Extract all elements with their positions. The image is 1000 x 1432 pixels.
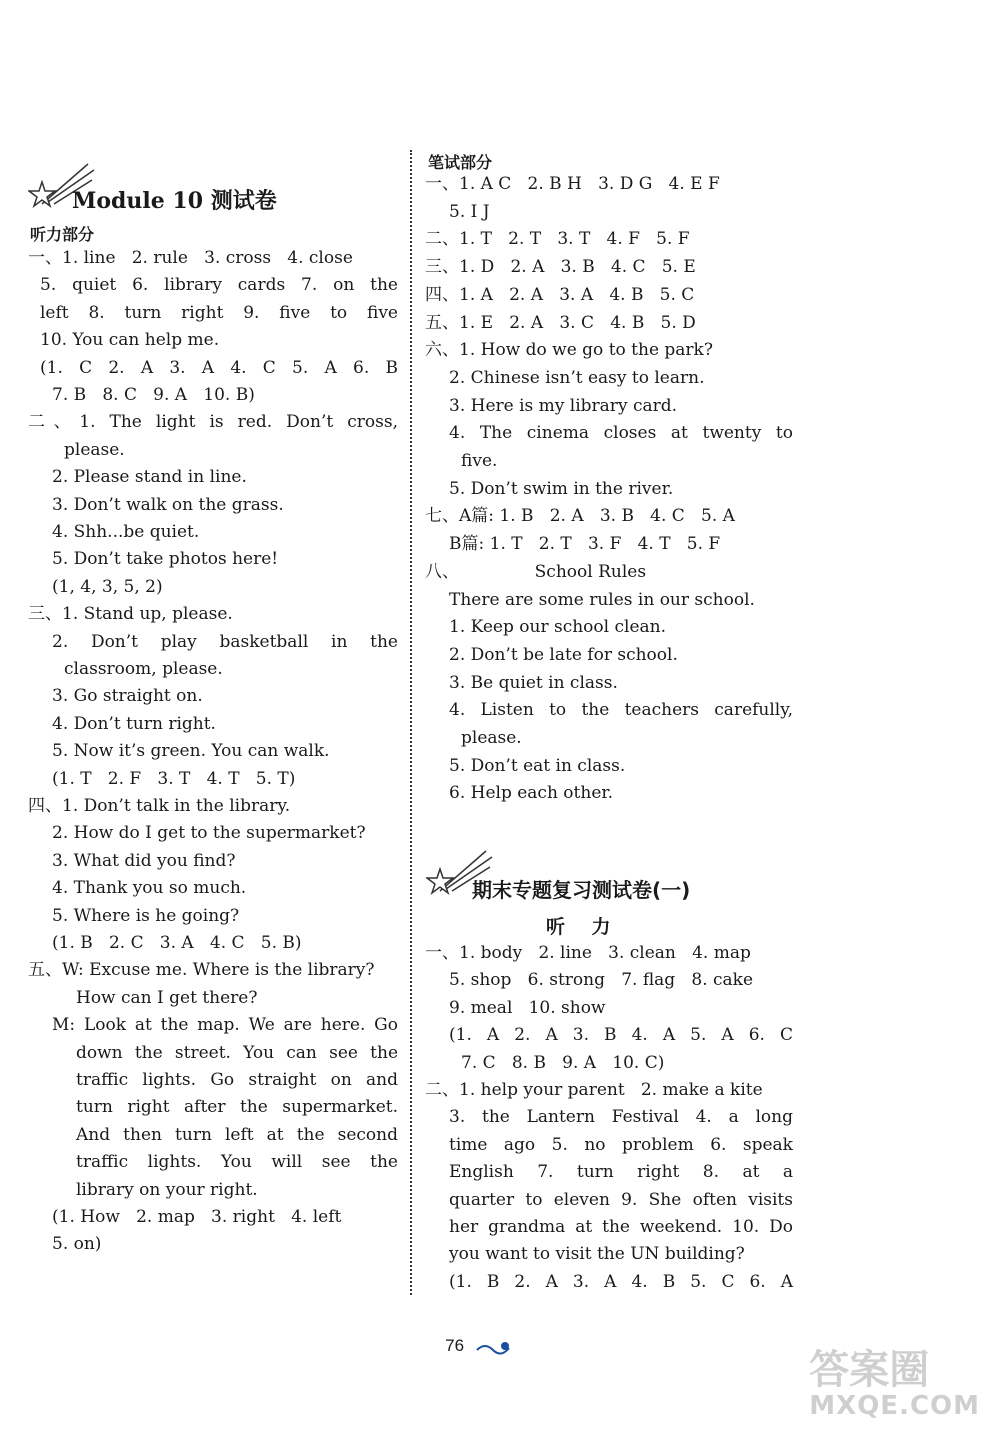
- answer-line: five.: [461, 451, 498, 471]
- answer-line: 六、1. How do we go to the park?: [425, 340, 713, 361]
- answer-line: 2. Chinese isn’t easy to learn.: [449, 367, 705, 388]
- review-title: 期末专题复习测试卷(一): [472, 878, 691, 902]
- answer-line: English 7. turn right 8. at a: [449, 1162, 793, 1183]
- answer-line: traffic lights. Go straight on and: [76, 1070, 398, 1090]
- answer-line: 5. Where is he going?: [52, 905, 240, 926]
- module-title: [72, 184, 277, 215]
- answer-line: traffic lights. You will see the: [76, 1152, 398, 1173]
- answer-line: please.: [461, 728, 522, 748]
- answer-line: And then turn left at the second: [76, 1124, 398, 1145]
- answer-line: 三、1. Stand up, please.: [28, 604, 233, 625]
- answer-line: 5. Now it’s green. You can walk.: [52, 741, 330, 762]
- module-title-en: Module 10: [72, 188, 204, 214]
- answer-line: 5. shop 6. strong 7. flag 8. cake: [449, 970, 754, 991]
- answer-line: There are some rules in our school.: [449, 589, 755, 610]
- answer-line: 二、1. The light is red. Don’t cross,: [28, 412, 398, 433]
- page-number-text: 76: [445, 1336, 465, 1355]
- answer-line: (1. B 2. C 3. A 4. C 5. B): [52, 933, 302, 953]
- answer-line: 一、1. A C 2. B H 3. D G 4. E F: [425, 174, 720, 194]
- answer-line: (1. B 2. A 3. A 4. B 5. C 6. A: [449, 1271, 793, 1292]
- answer-line: 5. I J: [449, 201, 490, 222]
- answer-line: 5. on): [52, 1234, 102, 1255]
- answer-line: 5. Don’t swim in the river.: [449, 478, 674, 499]
- answer-line: 10. You can help me.: [40, 330, 220, 351]
- answer-line: 5. quiet 6. library cards 7. on the: [40, 275, 398, 296]
- answer-line: 1. Keep our school clean.: [449, 617, 666, 638]
- answer-line: you want to visit the UN building?: [449, 1244, 745, 1265]
- watermark-en: MXQE.COM: [809, 1391, 980, 1421]
- answer-line: 八、 School Rules: [425, 561, 647, 582]
- answer-line: 二、1. T 2. T 3. T 4. F 5. F: [425, 229, 690, 250]
- answer-line: 7. B 8. C 9. A 10. B): [52, 385, 255, 405]
- answer-line: 一、1. body 2. line 3. clean 4. map: [425, 943, 751, 963]
- module-title-cn: 测试卷: [210, 189, 277, 214]
- watermark: [809, 1348, 980, 1420]
- answer-line: 三、1. D 2. A 3. B 4. C 5. E: [425, 257, 696, 278]
- answer-line: classroom, please.: [64, 659, 223, 679]
- review-subtitle: 听 力: [546, 916, 611, 938]
- answer-line: her grandma at the weekend. 10. Do: [449, 1217, 793, 1237]
- answer-line: left 8. turn right 9. five to five: [40, 302, 398, 323]
- answer-line: turn right after the supermarket.: [76, 1097, 398, 1118]
- answer-line: 3. Don’t walk on the grass.: [52, 494, 284, 515]
- answer-line: quarter to eleven 9. She often visits: [449, 1189, 793, 1210]
- answer-line: 五、1. E 2. A 3. C 4. B 5. D: [425, 312, 696, 333]
- flower-icon: [475, 1338, 515, 1356]
- answer-line: 4. Shh...be quiet.: [52, 522, 200, 542]
- answer-line: (1. C 2. A 3. A 4. C 5. A 6. B: [40, 357, 398, 378]
- answer-line: 一、1. line 2. rule 3. cross 4. close: [28, 248, 353, 268]
- answer-line: 6. Help each other.: [449, 783, 614, 804]
- answer-line: (1, 4, 3, 5, 2): [52, 576, 163, 597]
- answer-line: down the street. You can see the: [76, 1042, 398, 1063]
- answer-line: 3. What did you find?: [52, 850, 236, 871]
- answer-line: 2. How do I get to the supermarket?: [52, 823, 366, 844]
- answer-line: 9. meal 10. show: [449, 997, 606, 1018]
- answer-line: (1. How 2. map 3. right 4. left: [52, 1207, 342, 1227]
- watermark-cn: 答案圈: [809, 1347, 930, 1393]
- answer-line: library on your right.: [76, 1179, 258, 1200]
- answer-line: 七、A篇: 1. B 2. A 3. B 4. C 5. A: [425, 506, 735, 527]
- answer-line: 四、1. A 2. A 3. A 4. B 5. C: [425, 284, 695, 305]
- answer-line: 5. Don’t take photos here!: [52, 549, 279, 570]
- answer-line: 4. Don’t turn right.: [52, 713, 216, 734]
- answer-line: 7. C 8. B 9. A 10. C): [461, 1052, 665, 1073]
- answer-line: please.: [64, 439, 125, 460]
- answer-line: 2. Don’t be late for school.: [449, 644, 678, 665]
- column-divider: [410, 150, 412, 1295]
- answer-line: M: Look at the map. We are here. Go: [52, 1015, 398, 1036]
- answer-line: 3. Go straight on.: [52, 686, 203, 707]
- answer-line: (1. A 2. A 3. B 4. A 5. A 6. C: [449, 1025, 793, 1046]
- answer-line: 2. Please stand in line.: [52, 467, 247, 488]
- answer-line: 五、W: Excuse me. Where is the library?: [28, 960, 375, 981]
- listening-heading: 听力部分: [30, 225, 95, 244]
- answer-line: 3. the Lantern Festival 4. a long: [449, 1107, 793, 1128]
- written-heading: 笔试部分: [428, 153, 493, 172]
- answer-line: 二、1. help your parent 2. make a kite: [425, 1080, 763, 1100]
- answer-line: 2. Don’t play basketball in the: [52, 631, 398, 652]
- answer-line: B篇: 1. T 2. T 3. F 4. T 5. F: [449, 534, 721, 555]
- answer-line: 4. The cinema closes at twenty to: [449, 423, 793, 444]
- answer-line: 4. Listen to the teachers carefully,: [449, 700, 793, 721]
- answer-line: 3. Here is my library card.: [449, 395, 678, 416]
- answer-line: time ago 5. no problem 6. speak: [449, 1134, 793, 1155]
- answer-line: 四、1. Don’t talk in the library.: [28, 796, 291, 816]
- answer-line: (1. T 2. F 3. T 4. T 5. T): [52, 768, 296, 789]
- answer-line: 4. Thank you so much.: [52, 878, 247, 899]
- answer-line: 5. Don’t eat in class.: [449, 755, 626, 776]
- answer-line: How can I get there?: [76, 987, 258, 1008]
- answer-line: 3. Be quiet in class.: [449, 672, 618, 693]
